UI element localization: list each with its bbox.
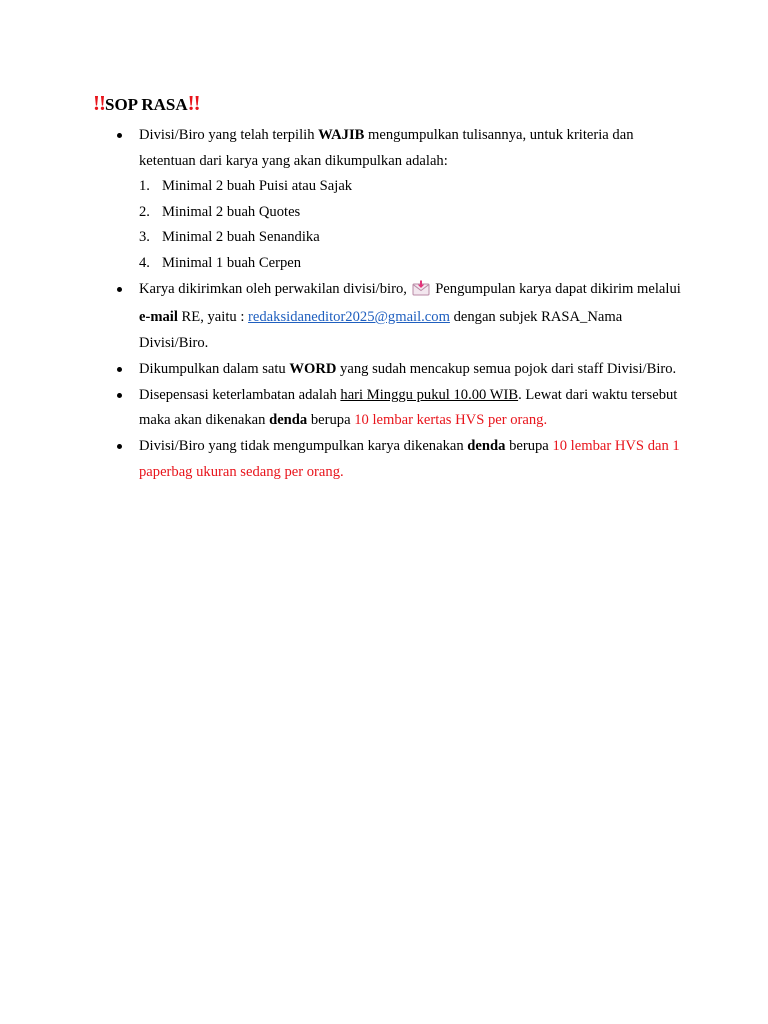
criteria-number: 1.	[139, 178, 150, 194]
criteria-list	[139, 174, 687, 276]
text-segment: Pengumpulan karya dapat dikirim melalui	[431, 280, 681, 297]
text-segment: mengumpulkan tulisannya, untuk kriteria dan ketentuan dari karya yang akan dikumpulkan adalah:	[139, 127, 634, 169]
text-segment: Divisi/Biro yang tidak mengumpulkan karya dikenakan	[139, 438, 468, 454]
sop-list	[117, 123, 687, 486]
criteria-item	[139, 225, 687, 251]
bullet-icon	[117, 287, 122, 292]
text-segment: berupa	[505, 438, 553, 454]
text-segment: Karya dikirimkan oleh perwakilan divisi/biro,	[139, 280, 411, 297]
text-segment: RE, yaitu :	[177, 309, 249, 325]
title-mark-right: !!	[187, 91, 200, 115]
text-segment: Disepensasi keterlambatan adalah	[139, 386, 341, 403]
text-segment: berupa	[307, 412, 355, 428]
criteria-item	[139, 174, 687, 200]
mail-download-icon	[412, 280, 430, 306]
criteria-item	[139, 251, 687, 277]
bold-segment: e-mail	[139, 309, 178, 325]
text-segment: yang sudah mencakup semua pojok dari staff Divisi/Biro.	[336, 360, 677, 377]
bullet-icon	[117, 367, 122, 372]
text-segment: Divisi/Biro yang telah terpilih	[139, 127, 319, 143]
list-item-submission-rule	[117, 123, 687, 276]
criteria-number: 4.	[139, 254, 150, 271]
page-title	[93, 89, 200, 119]
list-item-deadline	[117, 383, 687, 434]
email-link[interactable]: redaksidaneditor2025@gmail.com	[248, 309, 450, 325]
list-item-word-file	[117, 357, 687, 383]
penalty-text: 10 lembar HVS dan 1 paperbag ukuran sedang per orang.	[139, 438, 680, 480]
title-mark-left: !!	[93, 91, 105, 115]
criteria-text: Minimal 2 buah Quotes	[162, 203, 301, 220]
bullet-icon	[117, 393, 122, 398]
title-text: SOP RASA	[105, 95, 188, 114]
criteria-item	[139, 200, 687, 226]
penalty-text: 10 lembar kertas HVS per orang.	[354, 412, 548, 428]
criteria-number: 3.	[139, 229, 150, 245]
deadline-text: hari Minggu pukul 10.00 WIB	[340, 386, 519, 403]
bold-segment: WAJIB	[318, 127, 365, 143]
text-segment: Dikumpulkan dalam satu	[139, 360, 290, 377]
criteria-text: Minimal 1 buah Cerpen	[162, 254, 302, 271]
text-segment: dengan subjek RASA_Nama Divisi/Biro.	[139, 309, 623, 351]
bold-segment: WORD	[289, 360, 337, 377]
criteria-number: 2.	[139, 203, 150, 220]
criteria-text: Minimal 2 buah Senandika	[162, 229, 320, 245]
bold-segment: denda	[269, 412, 308, 428]
criteria-text: Minimal 2 buah Puisi atau Sajak	[162, 178, 353, 194]
bullet-icon	[117, 444, 122, 449]
list-item-delivery	[117, 277, 687, 357]
list-item-no-submission	[117, 434, 687, 485]
bold-segment: denda	[467, 438, 506, 454]
text-segment: . Lewat dari waktu tersebut maka akan dikenakan	[139, 386, 678, 428]
bullet-icon	[117, 133, 122, 138]
mail-download-icon-graphic	[412, 280, 430, 296]
